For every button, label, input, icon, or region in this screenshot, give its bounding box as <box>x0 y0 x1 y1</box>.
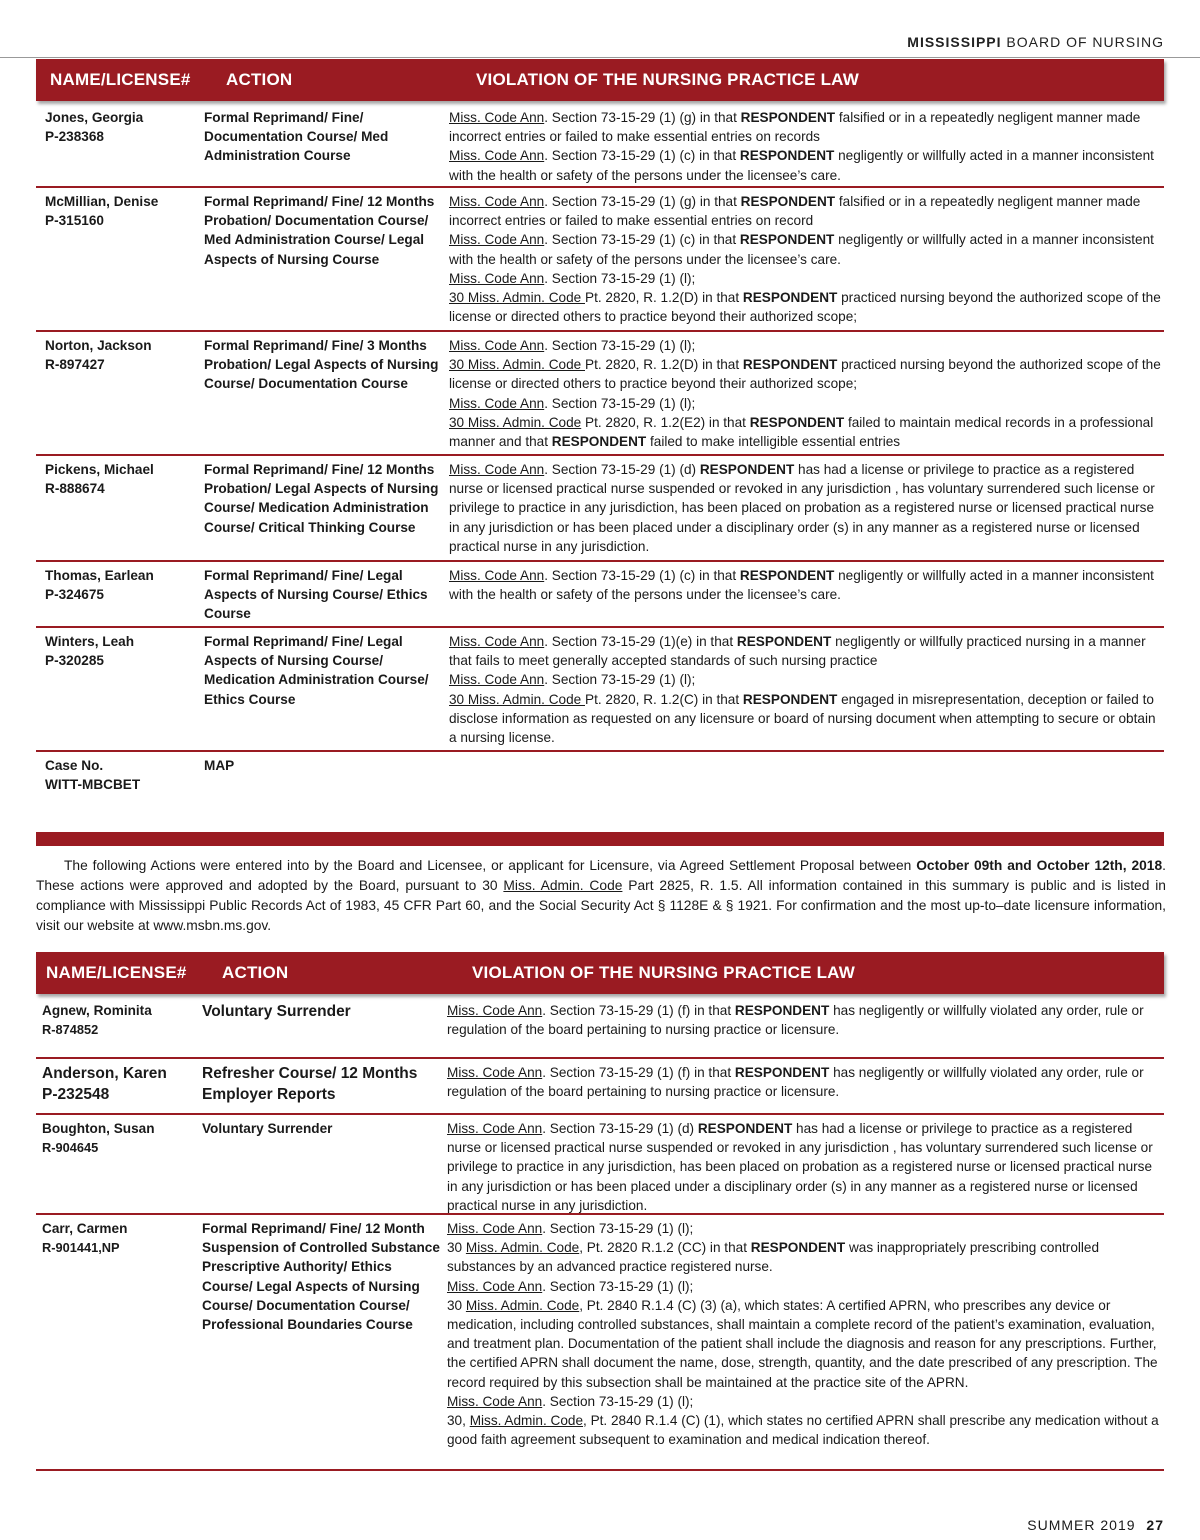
violation-text: practiced nursing beyond the authorized scope of the license or directed others to practice beyond their authorized scope; <box>449 290 1161 325</box>
page-number: 27 <box>1146 1517 1164 1533</box>
violation-line <box>449 146 1161 184</box>
license-number: R-874852 <box>42 1022 99 1038</box>
respondent-cell <box>42 1219 192 1257</box>
code-citation: Miss. Code Ann <box>449 634 545 649</box>
respondent-name: Norton, Jackson <box>45 338 152 353</box>
respondent-name: Jones, Georgia <box>45 110 144 125</box>
table2-header <box>36 952 1164 994</box>
respondent-cell <box>45 460 195 498</box>
violation-cell <box>447 1119 1159 1215</box>
table1-body <box>36 104 1164 820</box>
violation-text: 30 <box>447 1240 466 1256</box>
code-citation: Miss. Admin. Code <box>469 1413 584 1429</box>
violation-line <box>447 1411 1159 1449</box>
table-row <box>36 104 1164 188</box>
violation-text: . Section 73-15-29 (1) (l); <box>544 672 696 688</box>
code-citation: Miss. Code Ann <box>447 1065 543 1080</box>
violation-text: has negligently or willfully violated any order, rule or regulation of the board pertaining to nursing practice or licensure. <box>447 1003 1144 1038</box>
license-number: P-320285 <box>45 653 104 669</box>
violation-line <box>449 690 1161 748</box>
license-number: P-238368 <box>45 129 104 145</box>
violation-text: falsified or in a repeatedly negligent manner made incorrect entries or failed to make essential entries on records <box>449 110 1141 145</box>
respondent-name: Carr, Carmen <box>42 1221 128 1236</box>
respondent-cell <box>45 336 195 374</box>
violation-text: negligently or willfully acted in a manner inconsistent with the health or safety of the persons under the licensee’s care. <box>449 148 1154 183</box>
violation-text: . Section 73-15-29 (1) (d) <box>542 1121 698 1136</box>
violation-text: has had a license or privilege to practice as a registered nurse or licensed practical nurse suspended or revoked in any jurisdiction , has voluntary surrendered such license or privilege to practice in any jurisdiction, has been placed on probation as a registered nurse or licensed practical nurse in any jurisdiction or has been placed under a disciplinary order (s) in any manner as a registered nurse or licensed practical nurse in any jurisdiction. <box>449 462 1155 554</box>
code-citation: Miss. Code Ann <box>449 270 545 286</box>
violation-text: practiced nursing beyond the authorized scope of the license or directed others to practice beyond their authorized scope; <box>449 357 1161 392</box>
code-citation: Miss. Code Ann <box>449 462 545 477</box>
violation-cell <box>449 192 1161 326</box>
violation-line <box>449 413 1161 451</box>
respondent-name: McMillian, Denise <box>45 194 159 209</box>
violation-text: , Pt. 2840 R.1.4 (C) (3) (a), which states: A certified APRN, who prescribes any device or medication, including controlled substances, shall maintain a complete record of the patient’s examination, evaluation, and treatment plan. Documentation of the patient shall include the diagnosis and reason for any prescriptions. Further, the certified APRN shall document the name, dose, strength, quantity, and the date prescribed of any prescription. The record required by this subsection shall be maintained at the practice site of the APRN. <box>447 1297 1158 1390</box>
violation-text: , Pt. 2820 R.1.2 (CC) in that <box>579 1240 751 1256</box>
header-brand-bold: MISSISSIPPI <box>907 34 1002 50</box>
respondent-name: Anderson, Karen <box>42 1065 167 1082</box>
table2-body <box>36 997 1164 1471</box>
violation-text: negligently or willfully practiced nursing in a manner that fails to meet generally accepted standards of such nursing practice <box>449 634 1146 669</box>
violation-line <box>449 670 1161 689</box>
table1-header <box>36 59 1164 101</box>
table-row <box>36 628 1164 752</box>
violation-text: . Section 73-15-29 (1) (f) in that <box>542 1003 735 1018</box>
violation-text: . Section 73-15-29 (1) (l); <box>544 270 696 286</box>
violation-cell <box>449 632 1161 747</box>
violation-text: failed to make intelligible essential entries <box>646 434 901 450</box>
publication-header <box>907 34 1164 50</box>
table-row <box>36 456 1164 562</box>
respondent-label: RESPONDENT <box>739 148 835 164</box>
col-name-license: NAME/LICENSE# <box>50 70 191 89</box>
code-citation: Miss. Code Ann <box>449 148 545 164</box>
action-text: Formal Reprimand/ Fine/ Legal Aspects of Nursing Course/ Ethics Course <box>204 568 428 622</box>
code-citation: Miss. Admin. Code <box>465 1297 580 1313</box>
violation-text: . Section 73-15-29 (1) (l); <box>542 1393 694 1409</box>
violation-text: engaged in misrepresentation, deception or failed to disclose information as requested on any licensure or board of nursing document when attempting to secure or obtain a nursing license. <box>449 691 1156 746</box>
violation-line <box>449 394 1161 413</box>
footer-issue: SUMMER 2019 <box>1027 1517 1136 1533</box>
action-text: Formal Reprimand/ Fine/ Documentation Course/ Med Administration Course <box>204 110 389 164</box>
violation-cell <box>449 108 1161 185</box>
code-citation: Miss. Code Ann <box>449 395 545 411</box>
respondent-cell <box>45 756 195 794</box>
code-citation: 30 Miss. Admin. Code <box>449 357 585 373</box>
respondent-cell <box>42 1001 192 1039</box>
license-number: R-901441,NP <box>42 1240 120 1256</box>
violation-text: . Section 73-15-29 (1) (c) in that <box>544 568 740 583</box>
respondent-label: RESPONDENT <box>551 434 647 450</box>
license-number: P-324675 <box>45 587 104 603</box>
respondent-label: RESPONDENT <box>742 691 838 707</box>
violation-line <box>447 1001 1159 1039</box>
table-row <box>36 332 1164 456</box>
action-text: Formal Reprimand/ Fine/ 12 Month Suspension of Controlled Substance Prescriptive Authority/ Ethics Course/ Legal Aspects of Nursing Course/ Documentation Course/ Professional Boundaries Course <box>202 1221 440 1333</box>
violation-cell <box>449 460 1161 556</box>
respondent-name: Agnew, Rominita <box>42 1003 152 1018</box>
violation-line <box>449 460 1161 556</box>
violation-text: 30, <box>447 1413 470 1429</box>
violation-text: Pt. 2820, R. 1.2(D) in that <box>585 290 743 306</box>
violation-text: falsified or in a repeatedly negligent manner made incorrect entries or failed to make essential entries on record <box>449 194 1141 229</box>
violation-line <box>447 1277 1159 1296</box>
page-footer <box>1027 1517 1164 1533</box>
section-divider <box>36 832 1164 846</box>
respondent-label: RESPONDENT <box>699 462 795 477</box>
code-citation: Miss. Code Ann <box>449 338 545 353</box>
table-row <box>36 1215 1164 1471</box>
violation-text: . Section 73-15-29 (1) (g) in that <box>544 110 741 125</box>
respondent-label: RESPONDENT <box>739 568 835 583</box>
respondent-label: RESPONDENT <box>740 110 836 125</box>
violation-cell <box>447 1001 1159 1039</box>
table-row <box>36 188 1164 332</box>
violation-text: Pt. 2820, R. 1.2(D) in that <box>585 357 743 373</box>
violation-text: failed to maintain medical records in a professional manner and that <box>449 414 1154 450</box>
code-citation: Miss. Code Ann <box>447 1393 543 1409</box>
violation-line <box>447 1063 1159 1101</box>
violation-cell <box>449 566 1161 604</box>
violation-text: . Section 73-15-29 (1) (f) in that <box>542 1065 735 1080</box>
col-name-license: NAME/LICENSE# <box>46 963 187 982</box>
code-citation: 30 Miss. Admin. Code <box>449 691 585 707</box>
violation-line <box>449 632 1161 670</box>
violation-line <box>449 288 1161 326</box>
respondent-cell <box>42 1119 192 1157</box>
respondent-cell <box>42 1063 192 1105</box>
table-row <box>36 752 1164 820</box>
respondent-name: Pickens, Michael <box>45 462 154 477</box>
code-citation: Miss. Code Ann <box>447 1221 543 1236</box>
respondent-name: Winters, Leah <box>45 634 135 649</box>
action-text: Voluntary Surrender <box>202 1121 333 1136</box>
violation-line <box>447 1392 1159 1411</box>
action-text: Formal Reprimand/ Fine/ 3 Months Probation/ Legal Aspects of Nursing Course/ Documentation Course <box>204 338 439 392</box>
violation-text: has negligently or willfully violated any order, rule or regulation of the board pertaining to nursing practice or licensure. <box>447 1065 1144 1100</box>
table-row <box>36 562 1164 628</box>
code-citation: Miss. Code Ann <box>447 1121 543 1136</box>
violation-cell <box>447 1219 1159 1449</box>
respondent-label: RESPONDENT <box>740 194 836 209</box>
respondent-label: RESPONDENT <box>736 634 832 649</box>
respondent-label: RESPONDENT <box>697 1121 793 1136</box>
respondent-label: RESPONDENT <box>739 232 835 248</box>
license-number: P-232548 <box>42 1086 110 1103</box>
action-text: Voluntary Surrender <box>202 1003 351 1020</box>
violation-cell <box>449 336 1161 451</box>
violation-line <box>447 1238 1159 1276</box>
respondent-name: Case No. <box>45 758 104 773</box>
table-row <box>36 1115 1164 1215</box>
intro-text-2: . These actions were approved and adopted by the Board, pursuant to 30 <box>36 858 1166 893</box>
license-number: P-315160 <box>45 213 104 229</box>
respondent-label: RESPONDENT <box>734 1003 830 1018</box>
code-citation: 30 Miss. Admin. Code <box>449 290 585 306</box>
action-text: Formal Reprimand/ Fine/ Legal Aspects of Nursing Course/ Medication Administration Course/ Ethics Course <box>204 634 429 707</box>
violation-text: . Section 73-15-29 (1) (d) <box>544 462 700 477</box>
action-text: MAP <box>204 758 235 773</box>
violation-line <box>449 230 1161 268</box>
respondent-cell <box>45 108 195 146</box>
violation-line <box>449 269 1161 288</box>
violation-text: Pt. 2820, R. 1.2(E2) in that <box>581 414 750 430</box>
violation-text: was inappropriately prescribing controlled substances by an advanced practice registered nurse. <box>447 1240 1100 1275</box>
violation-text: . Section 73-15-29 (1) (g) in that <box>544 194 741 209</box>
col-action: ACTION <box>222 963 289 982</box>
code-citation: Miss. Code Ann <box>447 1278 543 1294</box>
col-violation: VIOLATION OF THE NURSING PRACTICE LAW <box>476 70 859 89</box>
code-citation: Miss. Admin. Code <box>465 1240 580 1256</box>
intro-paragraph <box>36 856 1166 936</box>
violation-line <box>449 192 1161 230</box>
col-violation: VIOLATION OF THE NURSING PRACTICE LAW <box>472 963 855 982</box>
violation-text: . Section 73-15-29 (1) (l); <box>544 395 696 411</box>
action-text: Formal Reprimand/ Fine/ 12 Months Probation/ Legal Aspects of Nursing Course/ Medication Administration Course/ Critical Thinking Course <box>204 462 439 535</box>
intro-text-3: Part 2825, R. 1.5. All information contained in this summary is public and is listed in compliance with Mississippi Public Records Act of 1983, 45 CFR Part 60, and the Social Security Act § 1128E & § 1921. For confirmation and the most up-to–date licensure information, visit our website at www.msbn.ms.gov. <box>36 878 1166 933</box>
code-citation: Miss. Code Ann <box>447 1003 543 1018</box>
action-text: Formal Reprimand/ Fine/ 12 Months Probation/ Documentation Course/ Med Administration Course/ Legal Aspects of Nursing Course <box>204 194 435 267</box>
intro-code: Miss. Admin. Code <box>503 878 623 893</box>
license-number: WITT-MBCBET <box>45 777 141 793</box>
violation-text: . Section 73-15-29 (1) (l); <box>542 1221 694 1236</box>
respondent-label: RESPONDENT <box>742 290 838 306</box>
col-action: ACTION <box>226 70 293 89</box>
violation-text: . Section 73-15-29 (1) (l); <box>542 1278 694 1294</box>
respondent-name: Boughton, Susan <box>42 1121 155 1136</box>
violation-line <box>449 108 1161 146</box>
license-number: R-897427 <box>45 357 105 373</box>
header-rule <box>0 57 1200 58</box>
violation-line <box>447 1119 1159 1215</box>
header-brand-rest: BOARD OF NURSING <box>1006 34 1164 50</box>
violation-text: has had a license or privilege to practice as a registered nurse or licensed practical nurse suspended or revoked in any jurisdiction , has voluntary surrendered such license or privilege to practice in any jurisdiction, has been placed on probation as a registered nurse or licensed practical nurse in any jurisdiction or has been placed under a disciplinary order (s) in any manner as a registered nurse or licensed practical nurse in any jurisdiction. <box>447 1121 1153 1213</box>
code-citation: Miss. Code Ann <box>449 194 545 209</box>
intro-text-1: The following Actions were entered into by the Board and Licensee, or applicant for Licensure, via Agreed Settlement Proposal between <box>64 858 917 873</box>
table-row <box>36 1059 1164 1115</box>
table-row <box>36 997 1164 1059</box>
violation-cell <box>447 1063 1159 1101</box>
violation-text: . Section 73-15-29 (1)(e) in that <box>544 634 737 649</box>
respondent-label: RESPONDENT <box>734 1065 830 1080</box>
violation-line <box>447 1219 1159 1238</box>
action-text: Refresher Course/ 12 Months Employer Reports <box>202 1065 418 1103</box>
violation-line <box>449 355 1161 393</box>
violation-text: negligently or willfully acted in a manner inconsistent with the health or safety of the persons under the licensee’s care. <box>449 568 1154 603</box>
respondent-name: Thomas, Earlean <box>45 568 154 583</box>
violation-text: . Section 73-15-29 (1) (c) in that <box>544 232 740 248</box>
respondent-label: RESPONDENT <box>749 414 845 430</box>
code-citation: Miss. Code Ann <box>449 672 545 688</box>
violation-line <box>447 1296 1159 1392</box>
violation-text: 30 <box>447 1297 466 1313</box>
violation-line <box>449 336 1161 355</box>
respondent-cell <box>45 192 195 230</box>
violation-text: , Pt. 2840 R.1.4 (C) (1), which states no certified APRN shall prescribe any medication without a good faith agreement subsequent to examination and medical indication thereof. <box>447 1413 1159 1448</box>
license-number: R-904645 <box>42 1140 99 1156</box>
violation-text: Pt. 2820, R. 1.2(C) in that <box>585 691 743 707</box>
respondent-label: RESPONDENT <box>750 1240 846 1256</box>
code-citation: Miss. Code Ann <box>449 232 545 248</box>
respondent-cell <box>45 632 195 670</box>
violation-text: . Section 73-15-29 (1) (l); <box>544 338 696 353</box>
code-citation: Miss. Code Ann <box>449 110 545 125</box>
intro-dates: October 09th and October 12th, 2018 <box>916 858 1163 873</box>
violation-text: negligently or willfully acted in a manner inconsistent with the health or safety of the persons under the licensee’s care. <box>449 232 1154 267</box>
license-number: R-888674 <box>45 481 105 497</box>
violation-line <box>449 566 1161 604</box>
violation-text: . Section 73-15-29 (1) (c) in that <box>544 148 740 164</box>
respondent-label: RESPONDENT <box>742 357 838 373</box>
code-citation: Miss. Code Ann <box>449 568 545 583</box>
respondent-cell <box>45 566 195 604</box>
code-citation: 30 Miss. Admin. Code <box>449 414 582 430</box>
